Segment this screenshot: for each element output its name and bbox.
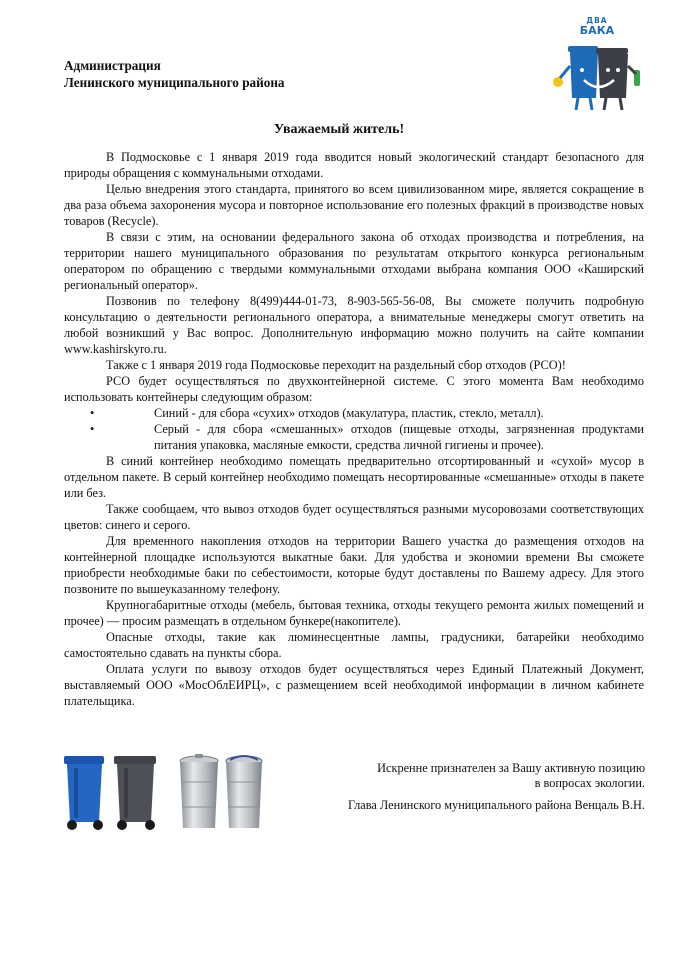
paragraph: Оплата услуги по вывозу отходов будет осуществляться через Единый Платежный Документ, выставляемый ООО «МосОблЕИРЦ», с размещением всей необходимой информации в личном кабинете плательщика. (64, 662, 644, 708)
header-block (64, 57, 285, 91)
paragraph: Для временного накопления отходов на территории Вашего участка до размещения отходов на контейнерной площадке используются выкатные баки. Для удобства и экономии времени Вы сможете приобрести необходимые баки по себестоимости, которые будут доставлены по Вашему адресу. Для этого позвоните по вышеуказанному телефону. (64, 534, 644, 596)
header-line-1: Администрация (64, 58, 161, 73)
paragraph: Также с 1 января 2019 года Подмосковье переходит на раздельный сбор отходов (РСО)! (106, 358, 566, 372)
metal-bin-icon (180, 754, 218, 828)
paragraph: РСО будет осуществляться по двухконтейнерной системе. С этого момента Вам необходимо использовать контейнеры следующим образом: (64, 374, 644, 404)
closing-line-2: в вопросах экологии. (534, 776, 645, 790)
bullet-item: • Синий - для сбора «сухих» отходов (макулатура, пластик, стекло, металл). (64, 405, 644, 421)
closing-line-1: Искренне признателен за Вашу активную позицию (377, 761, 645, 775)
logo-bins-icon (548, 32, 646, 116)
paragraph: Опасные отходы, такие как люминесцентные лампы, градусники, батарейки необходимо самостоятельно сдавать на пункты сбора. (64, 630, 644, 660)
paragraph: Также сообщаем, что вывоз отходов будет осуществляться разными мусоровозами соответствующих цветов: синего и серого. (64, 502, 644, 532)
metal-bin-icon (226, 756, 262, 828)
blue-bin-icon (64, 756, 104, 830)
waste-bins-illustration (62, 752, 277, 832)
page-title: Уважаемый житель! (273, 122, 405, 137)
paragraph: Крупногабаритные отходы (мебель, бытовая техника, отходы текущего ремонта жилых помещений и прочее) — просим размещать в отдельном бункере(накопителе). (64, 598, 644, 628)
bullet-item: • Серый - для сбора «смешанных» отходов (пищевые отходы, загрязненная продуктами питания упаковка, масляные емкости, средства личной гигиены и прочее). (64, 421, 644, 453)
paragraph: В синий контейнер необходимо помещать предварительно отсортированный и «сухой» мусор в отдельном пакете. В серый контейнер необходимо помещать несортированные «смешанные» отходы в пакете или без. (64, 454, 644, 500)
paragraph: Целью внедрения этого стандарта, принятого во всем цивилизованном мире, является сокращение в два раза объема захоронения мусора и повторное использование его полезных фракций в производстве новых товаров (Recycle). (64, 182, 644, 228)
logo-text-bottom: БАКА (579, 24, 615, 37)
paragraph: В Подмосковье с 1 января 2019 года вводится новый экологический стандарт безопасного для природы обращения с коммунальными отходами. (64, 150, 644, 180)
logo-text-top: ДВА (586, 16, 608, 25)
gray-bin-icon (114, 756, 156, 830)
letter-body (64, 149, 644, 709)
closing-block (377, 761, 645, 791)
signature-line: Глава Ленинского муниципального района Венцаль В.Н. (347, 798, 645, 812)
paragraph: В связи с этим, на основании федерального закона об отходах производства и потребления, на территории нашего муниципального образования по результатам открытого конкурса региональным оператором по обращению с твердыми коммунальными отходами выбрана компания ООО «Каширский региональный оператор». (64, 230, 644, 292)
paragraph: Позвонив по телефону 8(499)444-01-73, 8-903-565-56-08, Вы сможете получить подробную консультацию о деятельности регионального оператора, а внимательные менеджеры смогут ответить на любой возникший у Вас вопрос. Дополнительную информацию можно получить на сайте компании www.kashirskyro.ru. (64, 294, 644, 356)
header-line-2: Ленинского муниципального района (64, 75, 285, 90)
dva-baka-logo (548, 16, 646, 116)
